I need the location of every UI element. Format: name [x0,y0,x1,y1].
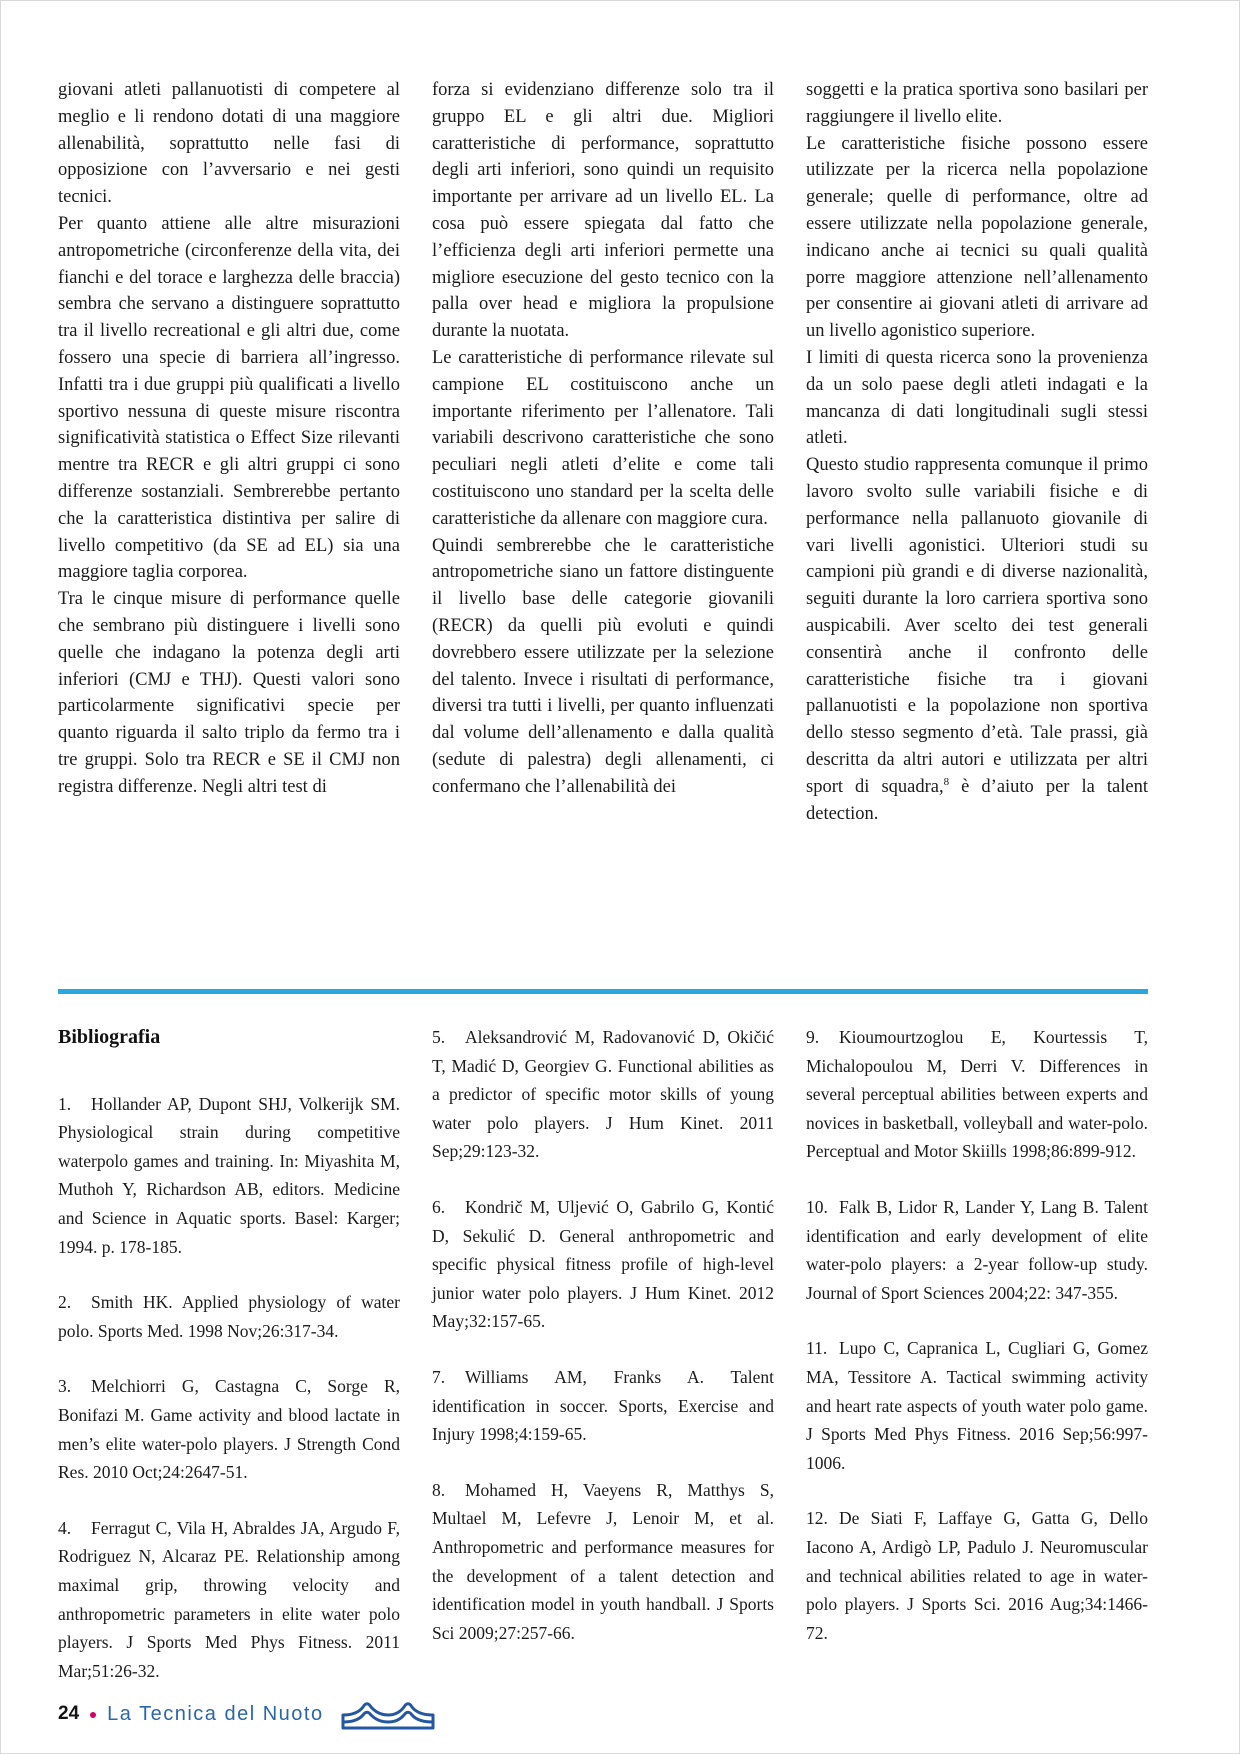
reference-item [58,1090,400,1262]
bibliography-column-2 [432,1023,774,1712]
body-paragraph: forza si evidenziano differenze solo tra il gruppo EL e gli altri due. Migliori caratteristiche di performance, soprattutto degli arti inferiori, sono quindi un requisito importante per arrivare ad un livello EL. La cosa può essere spiegata dal fatto che l’efficienza degli arti inferiori permette una migliore esecuzione del gesto tecnico con la palla over head e migliora la propulsione durante la nuotata. [432,80,774,342]
reference-text: Kondrič M, Uljević O, Gabrilo G, Kontić D, Sekulić D. General anthropometric and specific physical fitness profile of high-level junior water polo players. J Hum Kinet. 2012 May;32:157-65. [432,1196,774,1332]
page-footer [58,1695,436,1733]
footer-dot [90,1712,96,1718]
reference-item [58,1288,400,1345]
reference-text: Ferragut C, Vila H, Abraldes JA, Argudo F, Rodriguez N, Alcaraz PE. Relationship among maximal grip, throwing velocity and anthropometric parameters in elite water polo players. J Sports Med Phys Fitness. 2011 Mar;51:26-32. [58,1517,400,1681]
reference-text: Aleksandrović M, Radovanović D, Okičić T, Madić D, Georgiev G. Functional abilities as a predictor of specific motor skills of young water polo players. J Hum Kinet. 2011 Sep;29:123-32. [432,1027,774,1162]
bibliography-heading: Bibliografia [58,1026,161,1048]
bibliography-section [58,1023,1148,1712]
reference-text: Mohamed H, Vaeyens R, Matthys S, Multael M, Lefevre J, Lenoir M, et al. Anthropometric and performance measures for the development of a talent detection and identification model in youth handball. J Sports Sci 2009;27:257-66. [432,1479,774,1643]
body-column-1 [58,77,400,827]
reference-text: De Siati F, Laffaye G, Gatta G, Dello Iacono A, Ardigò LP, Padulo J. Neuromuscular and technical abilities related to age in water-polo players. J Sports Sci. 2016 Aug;34:1466-72. [806,1508,1148,1643]
body-paragraph: Tra le cinque misure di performance quelle che sembrano più distinguere i livelli sono quelle che indagano la potenza degli arti inferiori (CMJ e THJ). Questi valori sono particolarmente significativi specie per quanto riguarda il salto triplo da fermo tra i tre gruppi. Solo tra RECR e SE il CMJ non registra differenze. Negli altri test di [58,589,400,797]
reference-number: 3. [58,1376,72,1397]
body-paragraph: Per quanto attiene alle altre misurazioni antropometriche (circonferenze della vita, dei fianchi e del torace e larghezza delle braccia) sembra che servano a distinguere soprattutto tra il livello recreational e gli altri due, come fossero una specie di barriera all’ingresso. Infatti tra i due gruppi più qualificati a livello sportivo nessuna di queste misure riscontra significatività statistica o Effect Size rilevanti mentre tra RECR e gli altri gruppi ci sono differenze sostanziali. Sembrerebbe pertanto che la caratteristica distintiva per salire di livello competitivo (da SE ad EL) sia una maggiore taglia corporea. [58,213,400,583]
reference-text: Hollander AP, Dupont SHJ, Volkerijk SM. Physiological strain during competitive waterpolo games and training. In: Miyashita M, Muthoh Y, Richardson AB, editors. Medicine and Science in Aquatic sports. Basel: Karger; 1994. p. 178-185. [58,1093,400,1257]
reference-number: 5. [432,1027,446,1047]
paragraph-text: è d’aiuto per la talent detection. [806,776,1148,824]
body-column-2 [432,77,774,827]
reference-text: Williams AM, Franks A. Talent identification in soccer. Sports, Exercise and Injury 1998;4:159-65. [432,1366,774,1445]
reference-number: 6. [432,1196,446,1217]
reference-text: Melchiorri G, Castagna C, Sorge R, Bonifazi M. Game activity and blood lactate in men’s elite water-polo players. J Strength Cond Res. 2010 Oct;24:2647-51. [58,1376,400,1483]
reference-number: 11. [806,1338,828,1359]
reference-number: 12. [806,1508,828,1529]
reference-number: 4. [58,1517,72,1538]
reference-number: 9. [806,1027,820,1047]
reference-number: 10. [806,1196,828,1217]
reference-item [806,1023,1148,1166]
article-body [58,77,1148,827]
section-divider-rule [58,989,1148,994]
body-paragraph: Quindi sembrerebbe che le caratteristiche antropometriche siano un fattore distinguente il livello base delle categorie giovanili (RECR) da quelli più evoluti e quindi dovrebbero essere utilizzate per la selezione del talento. Invece i risultati di performance, diversi tra tutti i livelli, per quanto influenzati dal volume dell’allenamento e dalla qualità (sedute di palestra) degli allenamenti, ci confermano che l’allenabilità dei [432,535,774,797]
reference-text: Kioumourtzoglou E, Kourtessis T, Michalopoulou M, Derri V. Differences in several perceptual abilities between experts and novices in basketball, volleyball and water-polo. Perceptual and Motor Skiills 1998;86:899-912. [806,1027,1148,1162]
reference-item [432,1476,774,1648]
reference-number: 8. [432,1479,446,1500]
reference-number: 2. [58,1292,72,1313]
reference-number: 1. [58,1093,72,1114]
body-paragraph-with-footnote [806,452,1148,827]
body-paragraph: soggetti e la pratica sportiva sono basilari per raggiungere il livello elite. [806,80,1148,127]
reference-item [432,1023,774,1166]
reference-item [432,1363,774,1449]
page-number: 24 [58,1703,80,1724]
bibliography-column-1 [58,1023,400,1712]
reference-item [58,1514,400,1686]
wave-logo-icon [340,1697,436,1733]
reference-item [58,1372,400,1486]
body-paragraph: giovani atleti pallanuotisti di competere al meglio e li rendono dotati di una maggiore allenabilità, soprattutto nelle fasi di opposizione con l’avversario e nei gesti tecnici. [58,80,400,208]
body-paragraph: I limiti di questa ricerca sono la provenienza da un solo paese degli atleti indagati e la mancanza di dati longitudinali sugli stessi atleti. [806,347,1148,449]
reference-text: Falk B, Lidor R, Lander Y, Lang B. Talent identification and early development of elite water-polo players: a 2-year follow-up study. Journal of Sport Sciences 2004;22: 347-355. [806,1196,1148,1303]
bibliography-column-3 [806,1023,1148,1712]
body-paragraph: Le caratteristiche fisiche possono essere utilizzate per la ricerca nella popolazione generale; quelle di performance, oltre ad essere utilizzate nella popolazione generale, indicano anche ai tecnici su quali qualità porre maggiore attenzione nell’allenamento per consentire ai giovani atleti di arrivare ad un livello agonistico superiore. [806,133,1148,342]
body-paragraph: Le caratteristiche di performance rilevate sul campione EL costituiscono anche un importante riferimento per l’allenatore. Tali variabili descrivono caratteristiche che sono peculiari negli atleti d’elite e come tali costituiscono uno standard per la scelta delle caratteristiche da allenare con maggiore cura. [432,347,774,529]
reference-item [806,1193,1148,1307]
reference-item [806,1504,1148,1647]
reference-text: Lupo C, Capranica L, Cugliari G, Gomez MA, Tessitore A. Tactical swimming activity and heart rate aspects of youth water polo game. J Sports Med Phys Fitness. 2016 Sep;56:997-1006. [806,1338,1148,1473]
footnote-reference: 8 [943,775,950,788]
reference-number: 7. [432,1366,446,1387]
body-column-3 [806,77,1148,827]
paragraph-text: Questo studio rappresenta comunque il primo lavoro svolto sulle variabili fisiche e di performance nella pallanuoto giovanile di vari livelli agonistici. Ulteriori studi su campioni più grandi e di diverse nazionalità, seguiti durante la loro carriera sportiva sono auspicabili. Aver scelto dei test generali consentirà anche il confronto delle caratteristiche fisiche tra i giovani pallanuotisti e la popolazione non sportiva dello stesso segmento d’età. Tale prassi, già descritta da altri autori e utilizzata per altri sport di squadra, [806,455,1148,797]
journal-name: La Tecnica del Nuoto [107,1702,324,1725]
reference-text: Smith HK. Applied physiology of water polo. Sports Med. 1998 Nov;26:317-34. [58,1292,400,1341]
reference-item [432,1193,774,1336]
reference-item [806,1334,1148,1477]
